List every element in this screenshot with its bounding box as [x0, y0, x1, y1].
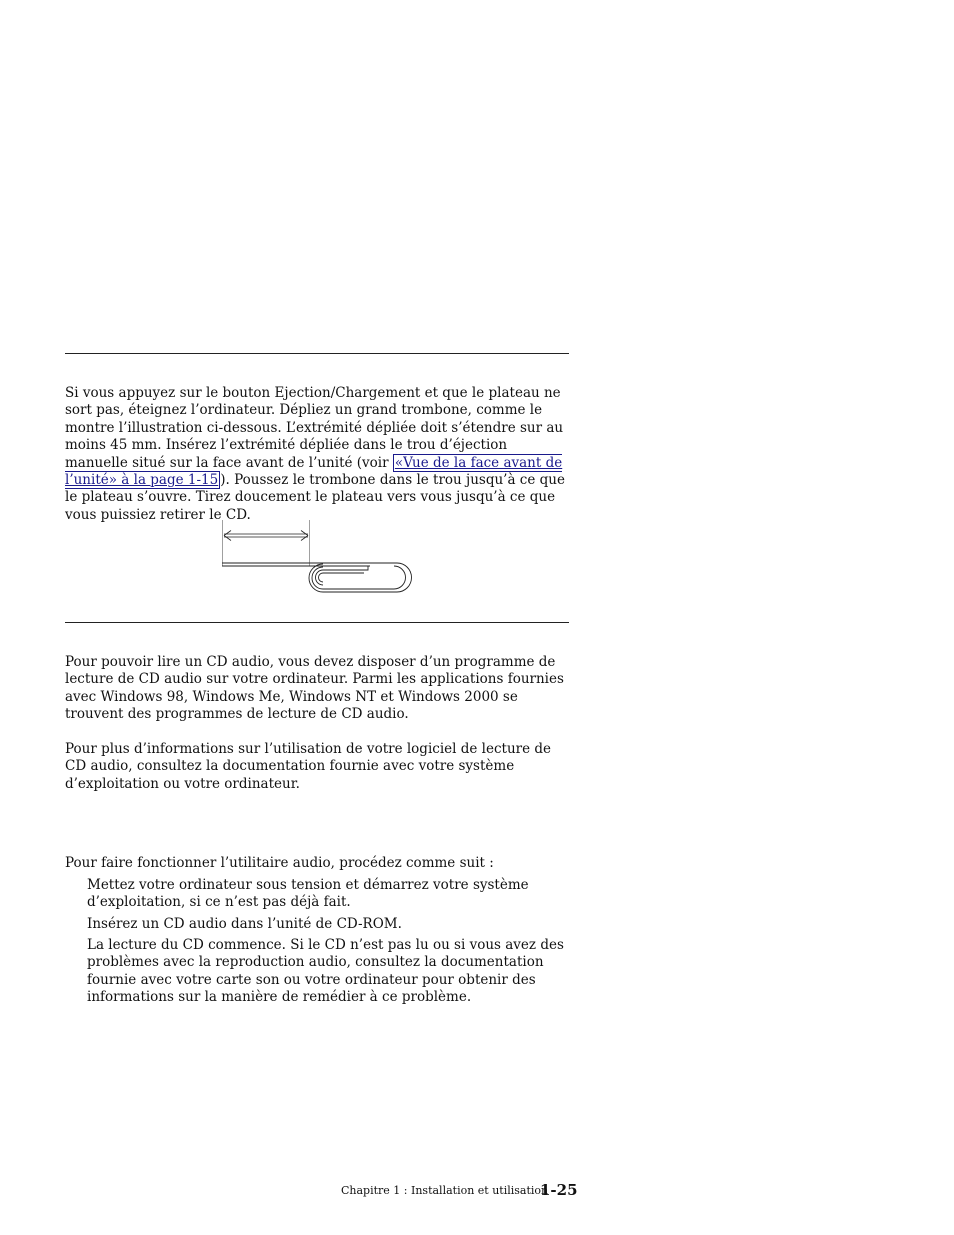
audio-info-paragraph: Pour plus d’informations sur l’utilisation de votre logiciel de lecture de CD audio, consultez la documentation fournie avec votre système d’exploitation ou votre ordinateur. — [65, 741, 552, 792]
manual-eject-text-start: Si vous appuyez sur le bouton Ejection/Chargement et que le plateau ne sort pas, éteignez l’ordinateur. Dépliez un grand trombone, comme le montre l’illustration ci-dessous. L’extrémité dépliée doit s’étendre sur au moins 45 mm. Insérez l’extrémité dépliée dans le trou d’éjection manuelle situé sur la face avant de l’unité (voir — [65, 385, 564, 471]
front-view-link[interactable]: «Vue de la face avant de l’unité» à la page 1-15 — [65, 454, 563, 489]
step-insert-cd: Insérez un CD audio dans l’unité de CD-ROM. — [87, 916, 402, 932]
length-arrow-icon — [224, 531, 308, 541]
section-divider-top — [65, 353, 569, 354]
audio-player-paragraph: Pour pouvoir lire un CD audio, vous devez disposer d’un programme de lecture de CD audio sur votre ordinateur. Parmi les applications fournies avec Windows 98, Windows Me, Windows NT et Windows 2000 se trouvent des programmes de lecture de CD audio. — [65, 654, 564, 723]
footer-page-number: 1-25 — [540, 1181, 578, 1199]
manual-eject-text-end: ). Poussez le trombone dans le trou jusqu’à ce que le plateau s’ouvre. Tirez doucement le plateau vers vous jusqu’à ce que vous puissiez retirer le CD. — [65, 472, 565, 523]
step-power-on: Mettez votre ordinateur sous tension et démarrez votre système d’exploitation, si ce n’est pas déjà fait. — [87, 877, 529, 911]
audio-utility-intro: Pour faire fonctionner l’utilitaire audio, procédez comme suit : — [65, 855, 494, 871]
step-playback: La lecture du CD commence. Si le CD n’est pas lu ou si vous avez des problèmes avec la reproduction audio, consultez la documentation fournie avec votre carte son ou votre ordinateur pour obtenir des informations sur la manière de remédier à ce problème. — [87, 937, 564, 1006]
section-divider-bottom — [65, 622, 569, 623]
manual-eject-paragraph — [65, 385, 571, 524]
paperclip-illustration — [218, 518, 418, 598]
paperclip-icon — [222, 563, 412, 592]
footer-chapter-title: Chapitre 1 : Installation et utilisation — [341, 1184, 549, 1197]
